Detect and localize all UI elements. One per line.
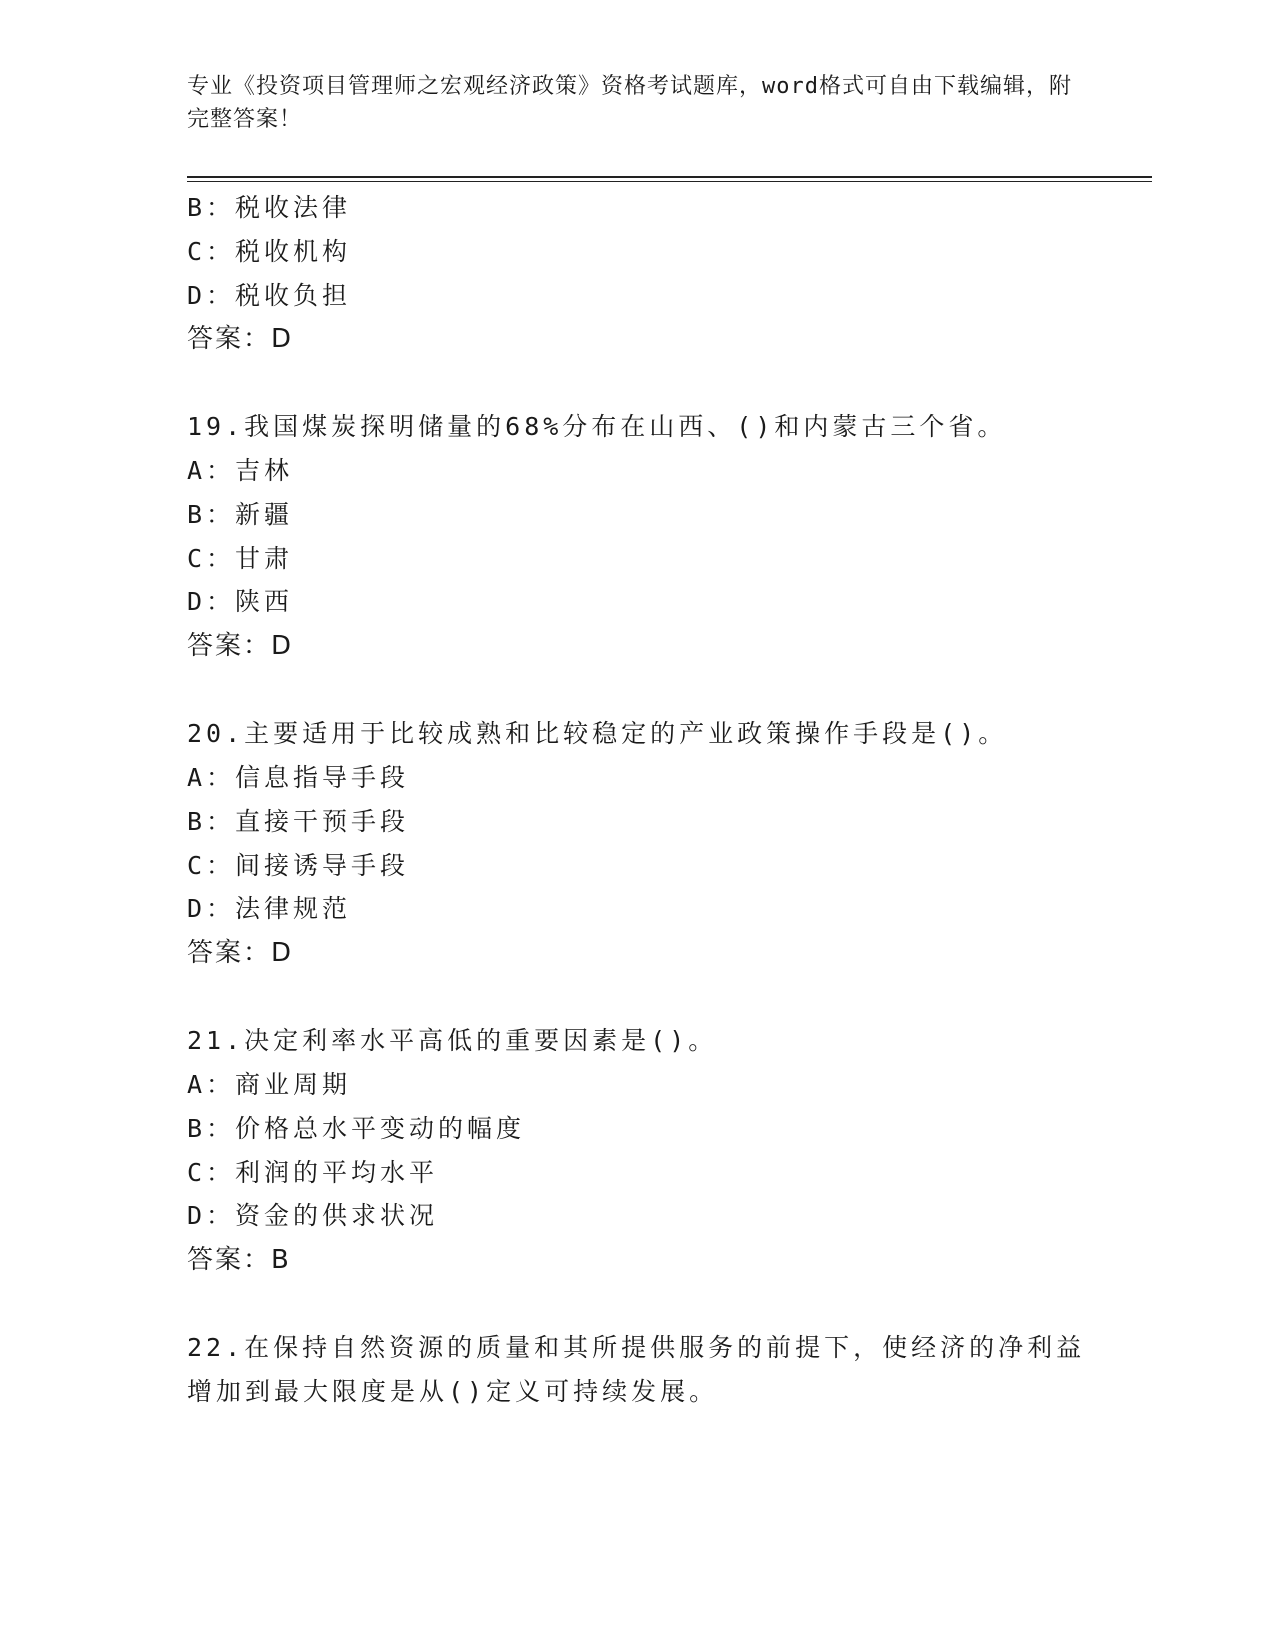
q19-answer: [187, 629, 291, 663]
q18-option-c: C：税收机构: [187, 237, 352, 266]
q20-option-a: A：信息指导手段: [187, 763, 410, 792]
q22-question-line1: 22.在保持自然资源的质量和其所提供服务的前提下，使经济的净利益: [187, 1333, 1086, 1362]
q18-answer-label: 答案：: [187, 324, 272, 354]
q22-question-line2: 增加到最大限度是从()定义可持续发展。: [187, 1377, 719, 1406]
q20-question: 20.主要适用于比较成熟和比较稳定的产业政策操作手段是()。: [187, 719, 1008, 748]
q19-question: 19.我国煤炭探明储量的68%分布在山西、()和内蒙古三个省。: [187, 412, 1007, 441]
q21-question: 21.决定利率水平高低的重要因素是()。: [187, 1026, 718, 1055]
page-header: 专业《投资项目管理师之宏观经济政策》资格考试题库，word格式可自由下载编辑，附完整答案！: [187, 74, 1072, 132]
header-rule-thick: [187, 176, 1152, 178]
q20-option-d: D：法律规范: [187, 894, 352, 923]
q19-option-b: B：新疆: [187, 500, 294, 529]
header-rule-thin: [187, 181, 1152, 182]
q19-option-d: D：陕西: [187, 587, 294, 616]
q21-answer-value: B: [271, 1245, 289, 1275]
q20-answer: [187, 936, 291, 970]
q18-answer-value: D: [271, 324, 292, 354]
q19-answer-value: D: [271, 631, 292, 661]
q19-answer-label: 答案：: [187, 631, 272, 661]
q20-option-c: C：间接诱导手段: [187, 851, 410, 880]
q21-option-d: D：资金的供求状况: [187, 1201, 439, 1230]
q20-option-b: B：直接干预手段: [187, 807, 410, 836]
q20-answer-value: D: [271, 938, 292, 968]
q21-answer-label: 答案：: [187, 1245, 272, 1275]
q21-option-a: A：商业周期: [187, 1070, 352, 1099]
q18-answer: [187, 322, 291, 356]
q21-answer: [187, 1243, 289, 1277]
q19-option-a: A：吉林: [187, 456, 294, 485]
q19-option-c: C：甘肃: [187, 544, 294, 573]
q21-option-c: C：利润的平均水平: [187, 1158, 439, 1187]
q20-answer-label: 答案：: [187, 938, 272, 968]
q18-option-b: B：税收法律: [187, 193, 352, 222]
q18-option-d: D：税收负担: [187, 281, 352, 310]
q21-option-b: B：价格总水平变动的幅度: [187, 1114, 526, 1143]
